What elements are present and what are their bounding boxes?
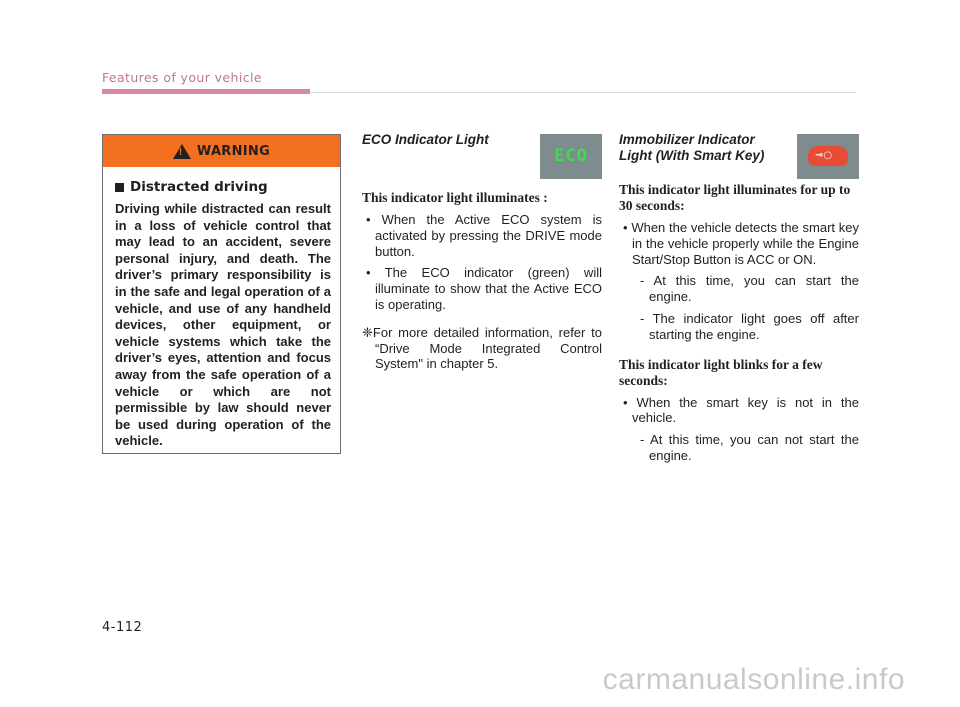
eco-indicator-icon [540, 134, 602, 179]
watermark: carmanualsonline.info [602, 663, 905, 696]
eco-bullet-2: • The ECO indicator (green) will illuminate to show that the Active ECO is operating. [366, 265, 602, 312]
header-rule-accent [102, 89, 310, 94]
immobilizer-bullet-2: • When the smart key is not in the vehicle. [623, 394, 859, 426]
warning-heading-text: Distracted driving [130, 179, 268, 195]
immobilizer-sub-1: - At this time, you can start the engine. [640, 273, 859, 305]
eco-note: ❈For more detailed information, refer to “Drive Mode Integrated Control System" in chapter 5. [362, 324, 602, 372]
header-title: Features of your vehicle [102, 70, 262, 85]
page-number: 4-112 [102, 620, 143, 635]
warning-heading [115, 179, 340, 195]
immobilizer-bullet-1: • When the vehicle detects the smart key in the vehicle properly while the Engine Start/Stop Button is ACC or ON. [623, 220, 860, 267]
warning-triangle-icon [173, 144, 191, 159]
warning-bar [103, 135, 340, 167]
warning-label: WARNING [196, 143, 271, 159]
eco-indicator-text: ECO [554, 146, 588, 166]
key-icon: ⊸○ [815, 150, 833, 161]
immobilizer-section [619, 132, 859, 470]
square-bullet-icon [115, 183, 124, 192]
eco-lead: This indicator light illuminates : [362, 190, 548, 205]
warning-text: Driving while distracted can result in a loss of vehicle control that may lead to an accident, severe personal injury, and death. The driver’s primary responsibility is in the safe and legal operation of a vehicle, and use of any handheld devices, other equipment, or vehicle systems which take the driver’s eyes, attention and focus away from the safe operation of a vehicle or which are not permissible by law should never be used during operation of the vehicle. [115, 201, 331, 449]
warning-box [102, 134, 341, 454]
immobilizer-title: Immobilizer Indicator Light (With Smart Key) [619, 132, 765, 163]
immobilizer-indicator-icon [797, 134, 859, 179]
eco-bullet-1: • When the Active ECO system is activated by pressing the DRIVE mode button. [366, 212, 602, 259]
immobilizer-lead-1: This indicator light illuminates for up to 30 seconds: [619, 182, 851, 213]
immobilizer-sub-3: - At this time, you can not start the engine. [640, 432, 859, 463]
eco-title: ECO Indicator Light [362, 132, 489, 147]
eco-section [362, 132, 602, 372]
immobilizer-sub-2: - The indicator light goes off after starting the engine. [640, 310, 859, 342]
immobilizer-lead-2: This indicator light blinks for a few seconds: [619, 356, 823, 388]
